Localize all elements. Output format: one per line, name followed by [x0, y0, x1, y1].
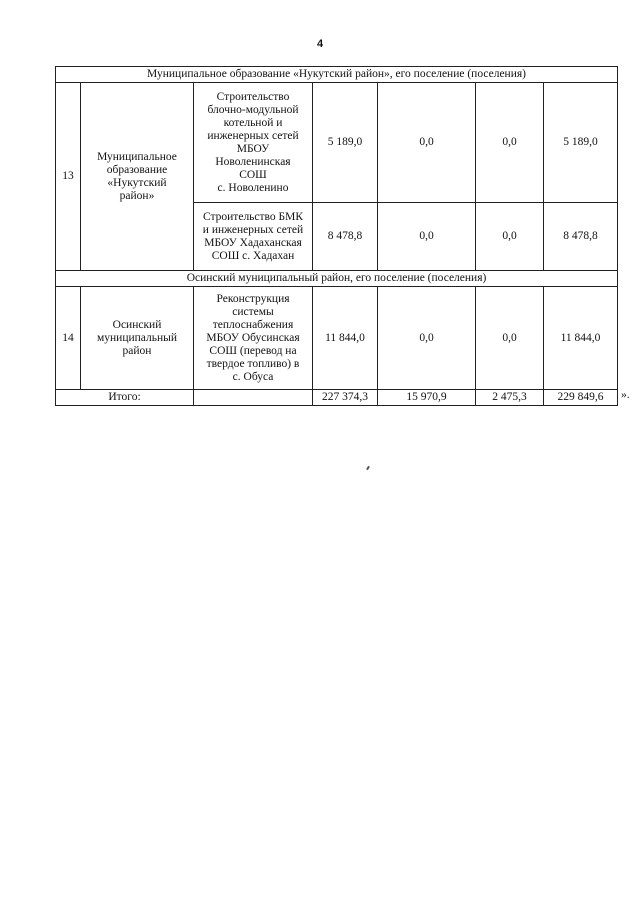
closing-quote: ». [621, 389, 630, 401]
page-number: 4 [316, 38, 324, 50]
totals-amount-cell: 227 374,3 [313, 390, 378, 406]
municipality-cell: Муниципальное образование «Нукутский район» [81, 83, 194, 271]
totals-row [56, 390, 618, 406]
section-title: Муниципальное образование «Нукутский район», его поселение (поселения) [56, 67, 618, 83]
budget-table [55, 66, 618, 406]
project-name-cell: Реконструкция системы теплоснабжения МБОУ Обусинская СОШ (перевод на твердое топливо) в с. Обуса [194, 287, 313, 390]
section-title: Осинский муниципальный район, его поселение (поселения) [56, 271, 618, 287]
totals-blank-cell [194, 390, 313, 406]
section-header-row [56, 67, 618, 83]
amount-cell: 0,0 [378, 203, 476, 271]
total-amount-cell: 8 478,8 [313, 203, 378, 271]
amount-cell: 8 478,8 [544, 203, 618, 271]
amount-cell: 0,0 [476, 203, 544, 271]
row-number-cell: 14 [56, 287, 81, 390]
project-name-cell: Строительство блочно-модульной котельной и инженерных сетей МБОУ Новоленинская СОШ с. Новоленино [194, 83, 313, 203]
totals-label: Итого: [56, 390, 194, 406]
scan-mark [366, 466, 370, 470]
table-row [56, 83, 618, 203]
amount-cell: 0,0 [476, 83, 544, 203]
row-number-cell: 13 [56, 83, 81, 271]
totals-amount-cell: 2 475,3 [476, 390, 544, 406]
total-amount-cell: 5 189,0 [313, 83, 378, 203]
totals-amount-cell: 15 970,9 [378, 390, 476, 406]
amount-cell: 0,0 [378, 83, 476, 203]
amount-cell: 11 844,0 [544, 287, 618, 390]
table-row [56, 287, 618, 390]
amount-cell: 5 189,0 [544, 83, 618, 203]
project-name-cell: Строительство БМК и инженерных сетей МБОУ Хадаханская СОШ с. Хадахан [194, 203, 313, 271]
total-amount-cell: 11 844,0 [313, 287, 378, 390]
section-header-row [56, 271, 618, 287]
totals-amount-cell: 229 849,6 [544, 390, 618, 406]
municipality-cell: Осинский муниципальный район [81, 287, 194, 390]
amount-cell: 0,0 [378, 287, 476, 390]
amount-cell: 0,0 [476, 287, 544, 390]
